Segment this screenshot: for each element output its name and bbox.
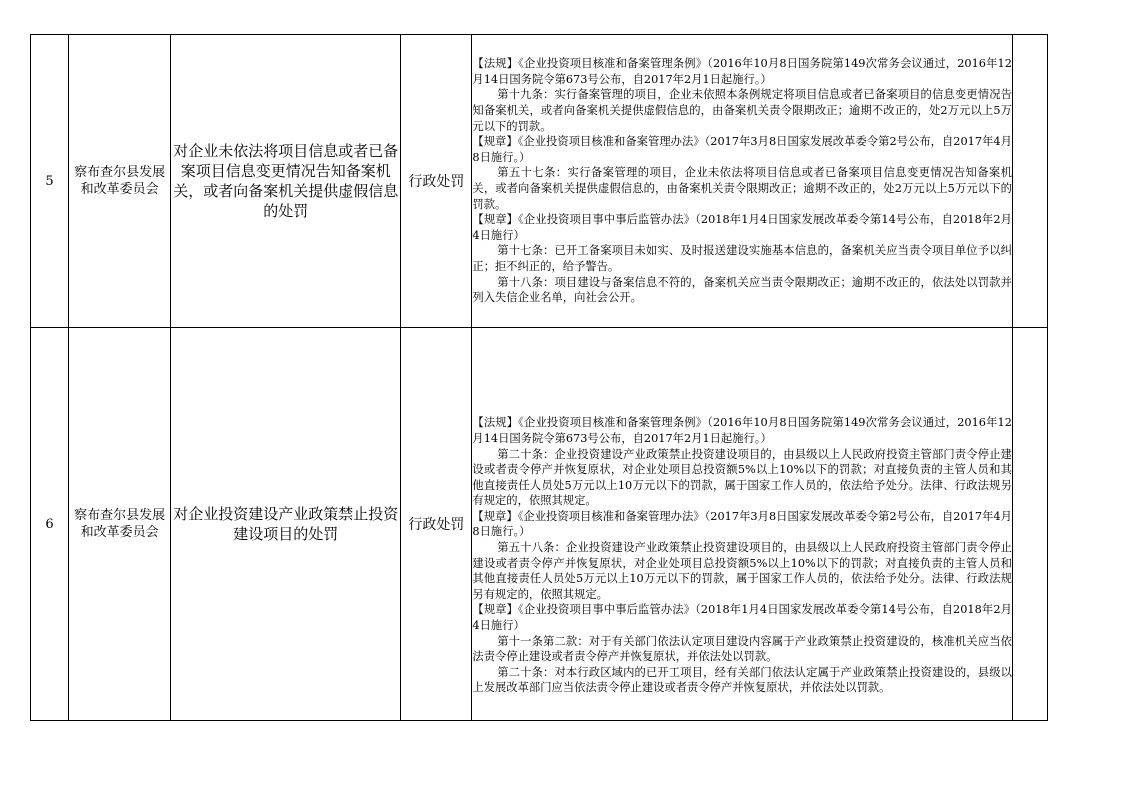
penalty-item-cell: 对企业投资建设产业政策禁止投资建设项目的处罚 [171,328,401,721]
basis-paragraph: 第十八条：项目建设与备案信息不符的，备案机关应当责令限期改正；逾期不改正的，依法处以罚款并列入失信企业名单，向社会公开。 [472,275,1012,305]
row-number: 6 [31,328,69,721]
basis-paragraph: 第十一条第二款：对于有关部门依法认定项目建设内容属于产业政策禁止投资建设的，核准机关应当依法责令停止建设或者责令停产并恢复原状，并依法处以罚款。 [472,634,1012,664]
penalty-table [30,34,1048,721]
legal-basis-cell [472,328,1013,721]
basis-paragraph: 【规章】《企业投资项目核准和备案管理办法》（2017年3月8日国家发展改革委令第2号公布，自2017年4月8日施行。） [472,135,1012,164]
empty-cell [1012,35,1047,328]
table-row [31,328,1048,721]
basis-paragraph: 【规章】《企业投资项目核准和备案管理办法》（2017年3月8日国家发展改革委令第2号公布，自2017年4月8日施行。） [472,509,1012,539]
department-cell: 察布查尔县发展和改革委员会 [69,328,171,721]
basis-paragraph: 第十七条：已开工备案项目未如实、及时报送建设实施基本信息的，备案机关应当责令项目单位予以纠正；拒不纠正的，给予警告。 [472,244,1012,273]
basis-paragraph: 【法规】《企业投资项目核准和备案管理条例》（2016年10月8日国务院第149次常务会议通过，2016年12月14日国务院令第673号公布，自2017年2月1日起施行。） [472,416,1012,445]
basis-paragraph: 【规章】《企业投资项目事中事后监管办法》（2018年1月4日国家发展改革委令第14号公布，自2018年2月4日施行） [472,603,1012,633]
legal-basis-cell [472,35,1013,328]
row-number: 5 [31,35,69,328]
power-type-cell: 行政处罚 [401,328,472,721]
basis-paragraph: 第二十条：企业投资建设产业政策禁止投资建设项目的，由县级以上人民政府投资主管部门责令停止建设或者责令停产并恢复原状，对企业处项目总投资额5%以上10%以下的罚款；对直接负责的主管人员和其他直接责任人员处5万元以上10万元以下的罚款，属于国家工作人员的，依法给予处分。法律、行政法规另有规定的，依照其规定。 [472,447,1012,508]
basis-paragraph: 第五十七条：实行备案管理的项目，企业未依法将项目信息或者已备案项目信息变更情况告知备案机关，或者向备案机关提供虚假信息的，由备案机关责令限期改正；逾期不改正的，处2万元以上5万元以下的罚款。 [472,166,1012,211]
basis-paragraph: 【法规】《企业投资项目核准和备案管理条例》（2016年10月8日国务院第149次常务会议通过，2016年12月14日国务院令第673号公布，自2017年2月1日起施行。） [472,57,1012,86]
basis-paragraph: 第十九条：实行备案管理的项目，企业未依照本条例规定将项目信息或者已备案项目的信息变更情况告知备案机关，或者向备案机关提供虚假信息的，由备案机关责令限期改正；逾期不改正的，处2万元以上5万元以下的罚款。 [472,88,1012,133]
table-row [31,35,1048,328]
basis-paragraph: 【规章】《企业投资项目事中事后监管办法》（2018年1月4日国家发展改革委令第14号公布，自2018年2月4日施行） [472,213,1012,242]
power-type-cell: 行政处罚 [401,35,472,328]
department-cell: 察布查尔县发展和改革委员会 [69,35,171,328]
basis-paragraph: 第二十条：对本行政区域内的已开工项目，经有关部门依法认定属于产业政策禁止投资建设的，县级以上发展改革部门应当依法责令停止建设或者责令停产并恢复原状，并依法处以罚款。 [472,665,1012,695]
empty-cell [1012,328,1047,721]
penalty-item-cell: 对企业未依法将项目信息或者已备案项目信息变更情况告知备案机关，或者向备案机关提供虚假信息的处罚 [171,35,401,328]
basis-paragraph: 第五十八条：企业投资建设产业政策禁止投资建设项目的，由县级以上人民政府投资主管部门责令停止建设或者责令停产并恢复原状，对企业处项目总投资额5%以上10%以下的罚款；对直接负责的主管人员和其他直接责任人员处5万元以上10万元以下的罚款，属于国家工作人员的，依法给予处分。法律、行政法规另有规定的，依照其规定。 [472,541,1012,601]
